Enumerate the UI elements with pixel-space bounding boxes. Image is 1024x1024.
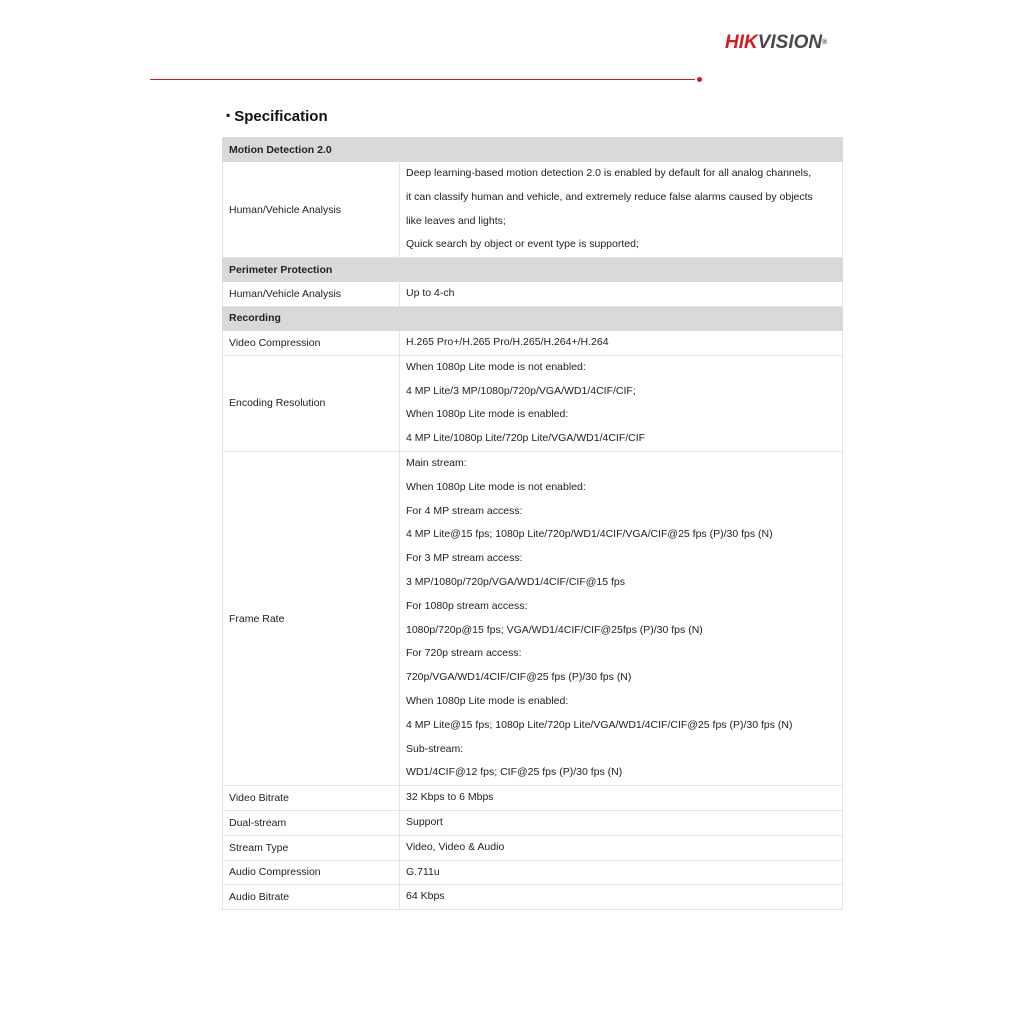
spec-value-line: For 720p stream access: (406, 647, 522, 660)
bullet-icon: ▪ (226, 108, 231, 122)
spec-value (400, 355, 843, 451)
spec-value-line: 32 Kbps to 6 Mbps (406, 791, 494, 804)
spec-key: Frame Rate (223, 451, 400, 785)
spec-key: Video Bitrate (223, 786, 400, 811)
spec-value-line: WD1/4CIF@12 fps; CIF@25 fps (P)/30 fps (N) (406, 766, 623, 779)
spec-table (222, 137, 843, 910)
section-header-row (223, 138, 843, 162)
header-rule (150, 79, 695, 80)
hikvision-logo: HIKVISION® (725, 32, 828, 53)
table-row (223, 810, 843, 835)
spec-key: Human/Vehicle Analysis (223, 282, 400, 307)
table-row (223, 355, 843, 451)
spec-value-line: When 1080p Lite mode is enabled: (406, 408, 569, 421)
table-row (223, 162, 843, 258)
spec-value-line: Support (406, 815, 443, 828)
spec-value-line: H.265 Pro+/H.265 Pro/H.265/H.264+/H.264 (406, 335, 609, 348)
spec-key: Audio Bitrate (223, 885, 400, 910)
spec-value (400, 330, 843, 355)
spec-value (400, 786, 843, 811)
spec-value-line: Main stream: (406, 456, 467, 469)
spec-value (400, 810, 843, 835)
spec-value-line: G.711u (406, 865, 440, 878)
spec-value-line: When 1080p Lite mode is enabled: (406, 694, 569, 707)
header-dot (697, 77, 702, 82)
table-row (223, 330, 843, 355)
spec-value (400, 451, 843, 785)
spec-value-line: Deep learning-based motion detection 2.0 is enabled by default for all analog channels, (406, 167, 812, 179)
spec-value-line: it can classify human and vehicle, and extremely reduce false alarms caused by objects (406, 190, 813, 203)
spec-key: Human/Vehicle Analysis (223, 162, 400, 258)
table-row (223, 451, 843, 785)
spec-value (400, 282, 843, 307)
spec-key: Stream Type (223, 835, 400, 860)
table-row (223, 860, 843, 885)
table-row (223, 786, 843, 811)
section-header: Recording (223, 306, 843, 330)
section-header-row (223, 258, 843, 282)
section-header-row (223, 306, 843, 330)
section-header: Perimeter Protection (223, 258, 843, 282)
spec-value-line: Sub-stream: (406, 742, 464, 755)
spec-value-line: 64 Kbps (406, 890, 445, 903)
spec-value-line: Up to 4-ch (406, 287, 455, 300)
spec-value-line: Video, Video & Audio (406, 840, 505, 853)
table-row (223, 885, 843, 910)
spec-value-line: When 1080p Lite mode is not enabled: (406, 360, 586, 373)
spec-value-line: like leaves and lights; (406, 214, 506, 227)
spec-value-line: For 3 MP stream access: (406, 552, 523, 565)
page-title: ▪ Specification (226, 108, 328, 125)
table-row (223, 282, 843, 307)
spec-value-line: For 1080p stream access: (406, 599, 528, 612)
spec-value-line: Quick search by object or event type is supported; (406, 238, 639, 251)
spec-value-line: 4 MP Lite@15 fps; 1080p Lite/720p Lite/VGA/WD1/4CIF/CIF@25 fps (P)/30 fps (N) (406, 718, 793, 731)
spec-value (400, 162, 843, 258)
spec-value-line: 720p/VGA/WD1/4CIF/CIF@25 fps (P)/30 fps (N) (406, 671, 632, 684)
spec-value-line: 4 MP Lite@15 fps; 1080p Lite/720p/WD1/4CIF/VGA/CIF@25 fps (P)/30 fps (N) (406, 528, 773, 541)
spec-value-line: For 4 MP stream access: (406, 504, 523, 517)
spec-value-line: When 1080p Lite mode is not enabled: (406, 480, 586, 493)
spec-key: Audio Compression (223, 860, 400, 885)
spec-key: Video Compression (223, 330, 400, 355)
spec-value (400, 885, 843, 910)
spec-key: Dual-stream (223, 810, 400, 835)
spec-value-line: 4 MP Lite/1080p Lite/720p Lite/VGA/WD1/4CIF/CIF (406, 432, 646, 445)
spec-value-line: 4 MP Lite/3 MP/1080p/720p/VGA/WD1/4CIF/CIF; (406, 384, 636, 397)
spec-value-line: 3 MP/1080p/720p/VGA/WD1/4CIF/CIF@15 fps (406, 575, 626, 588)
spec-value (400, 835, 843, 860)
spec-value (400, 860, 843, 885)
spec-key: Encoding Resolution (223, 355, 400, 451)
spec-value-line: 1080p/720p@15 fps; VGA/WD1/4CIF/CIF@25fps (P)/30 fps (N) (406, 623, 703, 636)
table-row (223, 835, 843, 860)
section-header: Motion Detection 2.0 (223, 138, 843, 162)
